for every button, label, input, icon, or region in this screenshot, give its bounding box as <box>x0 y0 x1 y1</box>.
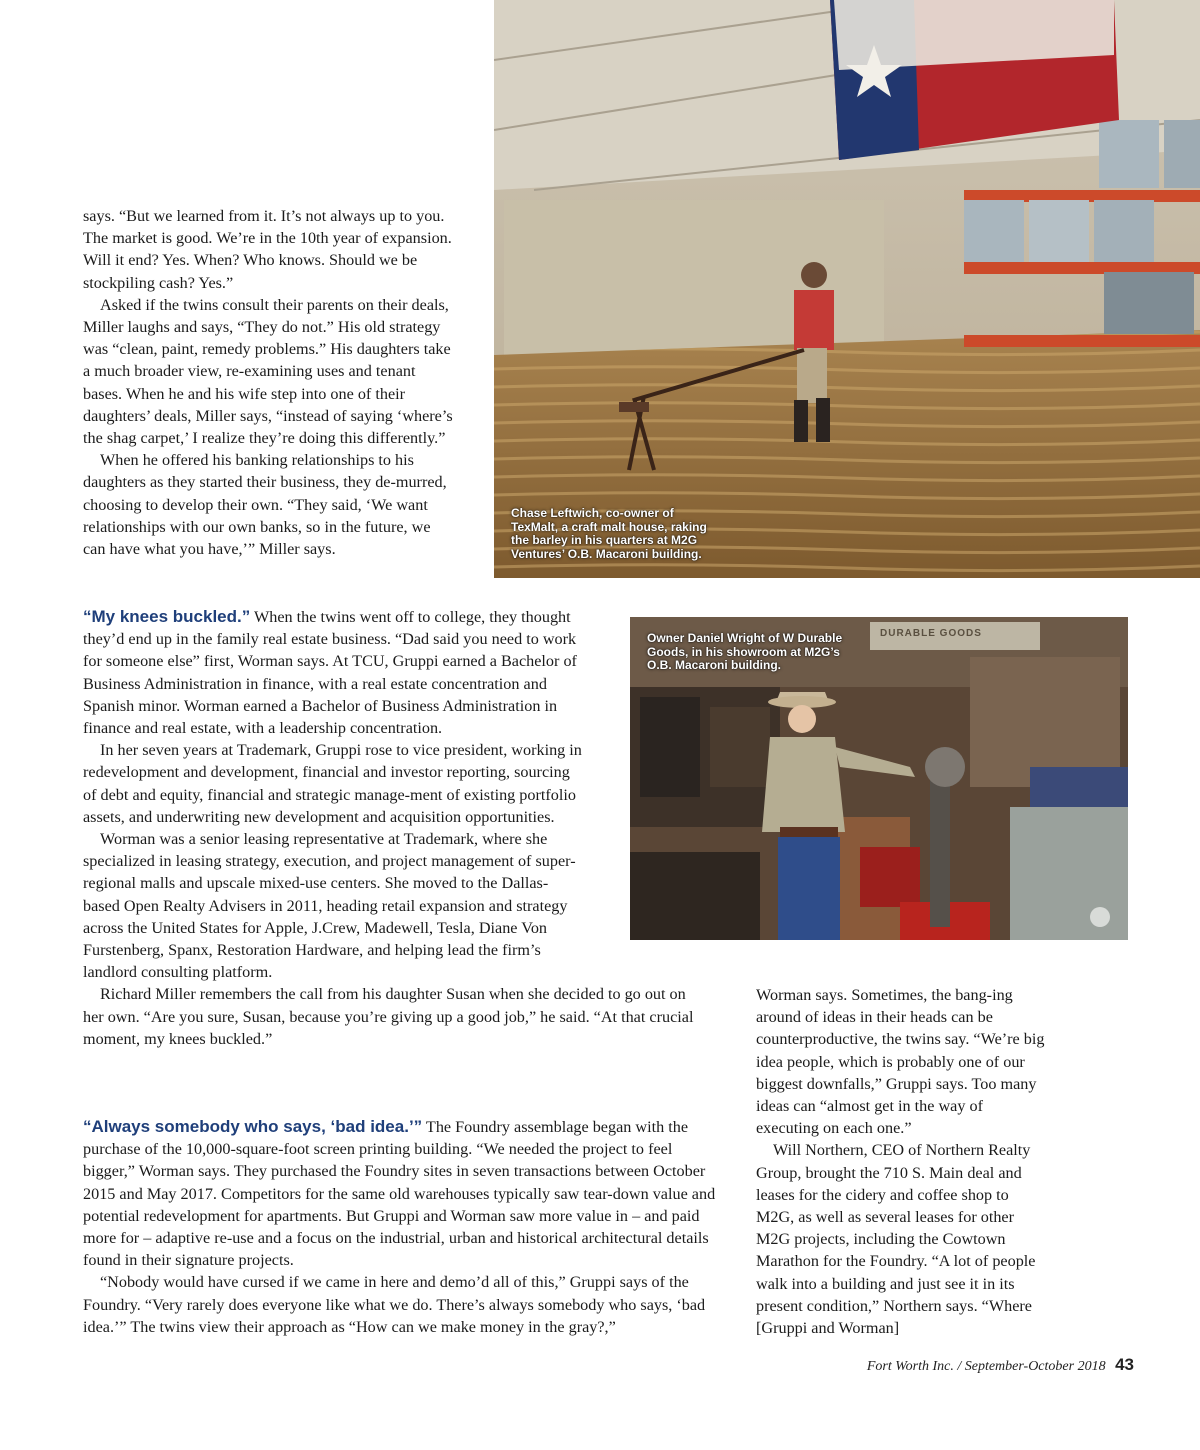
photo-caption-malt: Chase Leftwich, co-owner of TexMalt, a craft malt house, raking the barley in his quarters at M2G Ventures’ O.B. Macaroni building. <box>511 506 707 561</box>
malt-house-photo <box>494 0 1200 578</box>
paragraph: Asked if the twins consult their parents on their deals, Miller laughs and says, “They do not.” His old strategy was “clean, paint, remedy problems.” His daughters take a much broader view, re-examining uses and tenant bases. When he and his wife step into one of their daughters’ deals, Miller says, “instead of saying ‘where’s the shag carpet,’ I realize they’re doing this differently.” <box>83 295 453 448</box>
paragraph: “Nobody would have cursed if we came in here and demo’d all of this,” Gruppi says of the Foundry. “Very rarely does everyone like what we do. There’s always somebody who says, ‘bad idea.’” The twins view their approach as “How can we make money in the gray?,” <box>83 1273 706 1336</box>
paragraph <box>83 1116 719 1271</box>
section-heading: “Always somebody who says, ‘bad idea.’” <box>83 1117 423 1136</box>
paragraph <box>83 606 585 739</box>
paragraph: When he offered his banking relationships to his daughters as they started their business, they de-murred, choosing to develop their own. “They said, ‘We want relationships with our own banks, so in the future, we can have what you have,’” Miller says. <box>83 451 447 559</box>
paragraph: Worman says. Sometimes, the bang-ing around of ideas in their heads can be counterproductive, the twins say. “We’re big idea people, which is probably one of our biggest downfalls,” Gruppi says. Too many ideas can “almost get in the way of executing on each one.” <box>756 986 1045 1138</box>
section-bad-idea <box>83 1116 719 1338</box>
durable-goods-sign: DURABLE GOODS <box>880 628 982 639</box>
paragraph-text: The Foundry assemblage began with the purchase of the 10,000-square-foot screen printing building. “We needed the project to feel bigger,” Worman says. They purchased the Foundry sites in seven transactions between October 2015 and May 2017. Competitors for the same old warehouses typically saw tear-down value and potential redevelopment for apartments. But Gruppi and Worman saw more value in – and paid more for – adaptive re-use and a focus on the industrial, urban and historical architectural details found in their signature projects. <box>83 1118 716 1270</box>
paragraph: In her seven years at Trademark, Gruppi rose to vice president, working in redevelopment and development, financial and investor reporting, sourcing of debt and equity, financial and strategic manage-ment of existing portfolio assets, and underwriting new development and acquisition opportunities. <box>83 741 582 826</box>
paragraph: Will Northern, CEO of Northern Realty Group, brought the 710 S. Main deal and leases for the cidery and coffee shop to M2G, as well as several leases for other M2G projects, including the Cowtown Marathon for the Foundry. “A lot of people walk into a building and just see it in its present condition,” Northern says. “Where [Gruppi and Worman] <box>756 1141 1036 1338</box>
section-knees-buckled <box>83 606 694 1050</box>
paragraph: Worman was a senior leasing representative at Trademark, where she specialized in leasing strategy, execution, and project management of super-regional malls and upscale mixed-use centers. She moved to the Dallas-based Open Realty Advisers in 2011, heading retail expansion and strategy across the United States for Apple, J.Crew, Madewell, Tesla, Diane Von Furstenberg, Spanx, Restoration Hardware, and helping lead the firm’s landlord consulting platform. <box>83 830 576 982</box>
publication-credit: Fort Worth Inc. / September-October 2018 <box>866 1359 1106 1374</box>
page-footer <box>867 1355 1134 1375</box>
photo-caption-showroom: Owner Daniel Wright of W Durable Goods, in his showroom at M2G’s O.B. Macaroni building. <box>647 631 843 672</box>
column-top-left <box>83 205 455 560</box>
section-heading: “My knees buckled.” <box>83 607 251 626</box>
paragraph-text: When the twins went off to college, they thought they’d end up in the family real estate business. “Dad said you need to work for someone else” first, Worman says. At TCU, Gruppi earned a Bachelor of Business Administration in finance, with a real estate concentration and Spanish minor. Worman earned a Bachelor of Business Administration in finance and real estate, with a leadership concentration. <box>83 608 577 738</box>
paragraph: Richard Miller remembers the call from his daughter Susan when she decided to go out on her own. “Are you sure, Susan, because you’re giving up a good job,” he said. “At that crucial moment, my knees buckled.” <box>83 985 694 1048</box>
paragraph: says. “But we learned from it. It’s not always up to you. The market is good. We’re in the 10th year of expansion. Will it end? Yes. When? Who knows. Should we be stockpiling cash? Yes.” <box>83 207 452 292</box>
column-right <box>756 984 1046 1339</box>
page-number: 43 <box>1115 1355 1134 1374</box>
